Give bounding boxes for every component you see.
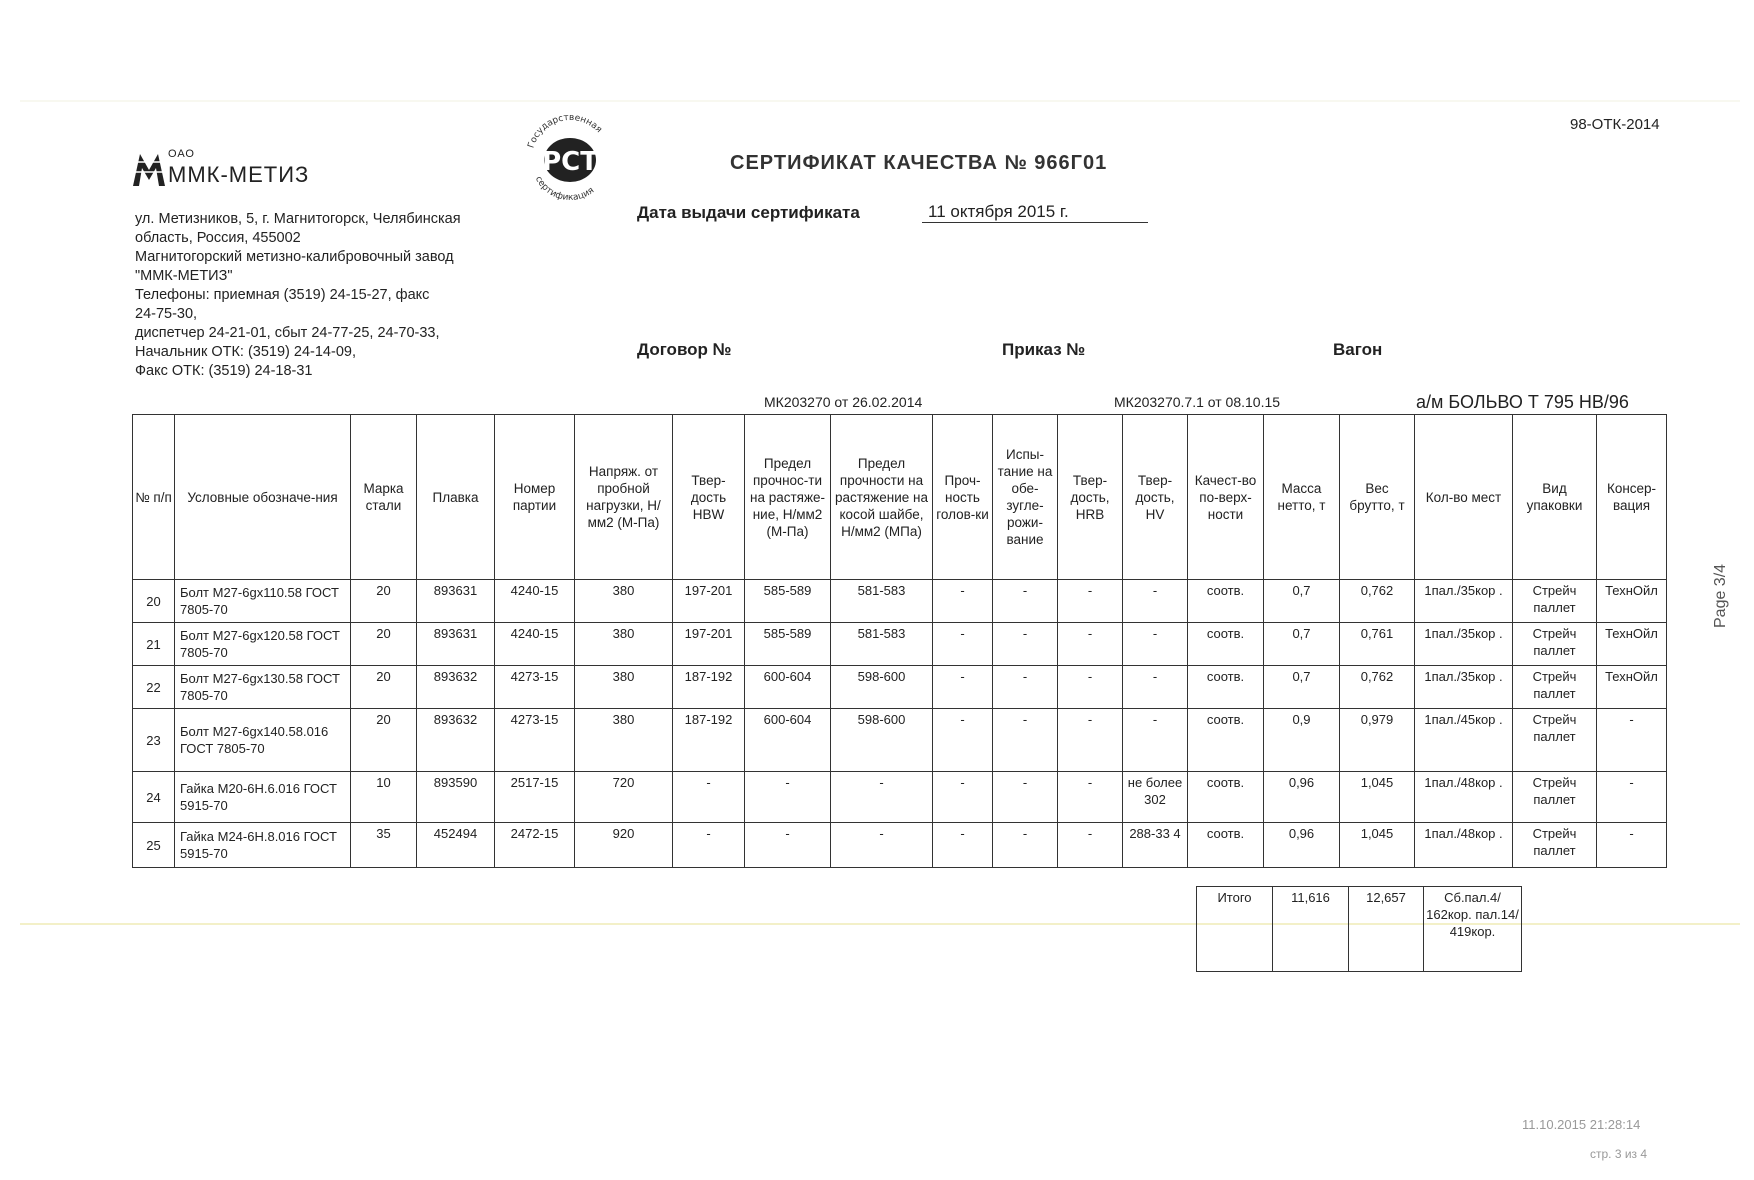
table-cell: соотв.: [1188, 709, 1264, 772]
table-row: [133, 666, 1667, 709]
table-cell: -: [745, 823, 831, 868]
table-cell: соотв.: [1188, 823, 1264, 868]
address-line: Телефоны: приемная (3519) 24-15-27, факс: [135, 287, 430, 303]
table-cell: Болт М27-6gх140.58.016 ГОСТ 7805-70: [175, 709, 351, 772]
table-cell: Стрейч паллет: [1513, 823, 1597, 868]
address-line: Начальник ОТК: (3519) 24-14-09,: [135, 344, 356, 360]
table-cell: соотв.: [1188, 580, 1264, 623]
table-cell: Стрейч паллет: [1513, 709, 1597, 772]
column-header: Номер партии: [495, 415, 575, 580]
table-cell: 0,7: [1264, 580, 1340, 623]
table-row: [133, 709, 1667, 772]
table-cell: Болт М27-6gх110.58 ГОСТ 7805-70: [175, 580, 351, 623]
table-cell: 2517-15: [495, 772, 575, 823]
table-cell: 20: [351, 666, 417, 709]
table-cell: 23: [133, 709, 175, 772]
table-cell: 20: [351, 709, 417, 772]
quality-table: [132, 414, 1667, 868]
table-cell: -: [1123, 666, 1188, 709]
print-timestamp: 11.10.2015 21:28:14: [1522, 1117, 1641, 1132]
column-header: Консер-вация: [1597, 415, 1667, 580]
table-cell: 598-600: [831, 666, 933, 709]
table-cell: -: [1058, 666, 1123, 709]
table-cell: Стрейч паллет: [1513, 580, 1597, 623]
table-cell: ТехнОйл: [1597, 580, 1667, 623]
table-cell: 920: [575, 823, 673, 868]
table-cell: 4240-15: [495, 580, 575, 623]
table-cell: -: [1058, 709, 1123, 772]
table-cell: 1пал./35кор .: [1415, 666, 1513, 709]
table-cell: 600-604: [745, 666, 831, 709]
table-cell: -: [993, 666, 1058, 709]
table-cell: 20: [351, 623, 417, 666]
table-cell: -: [993, 772, 1058, 823]
address-line: 24-75-30,: [135, 306, 198, 322]
address-line: Факс ОТК: (3519) 24-18-31: [135, 363, 313, 379]
table-cell: -: [831, 823, 933, 868]
issue-date-value: 11 октября 2015 г.: [922, 202, 1148, 223]
column-header: Кол-во мест: [1415, 415, 1513, 580]
table-cell: 0,7: [1264, 666, 1340, 709]
table-cell: -: [831, 772, 933, 823]
column-header: Плавка: [417, 415, 495, 580]
table-cell: 197-201: [673, 580, 745, 623]
table-cell: 893632: [417, 666, 495, 709]
table-cell: 893631: [417, 580, 495, 623]
column-header: Вес брутто, т: [1340, 415, 1415, 580]
column-header: Качест-во по-верх-ности: [1188, 415, 1264, 580]
table-cell: Гайка М24-6Н.8.016 ГОСТ 5915-70: [175, 823, 351, 868]
table-cell: Болт М27-6gх130.58 ГОСТ 7805-70: [175, 666, 351, 709]
table-cell: 20: [351, 580, 417, 623]
company-name: ММК-МЕТИЗ: [168, 162, 310, 187]
table-cell: -: [673, 823, 745, 868]
table-cell: -: [933, 823, 993, 868]
totals-label: Итого: [1197, 887, 1273, 972]
table-row: [133, 623, 1667, 666]
table-cell: 2472-15: [495, 823, 575, 868]
table-cell: 0,762: [1340, 666, 1415, 709]
totals-net: 11,616: [1273, 887, 1349, 972]
page-footer: стр. 3 из 4: [1590, 1147, 1648, 1161]
side-page-label: Page 3/4: [1712, 563, 1729, 628]
column-header: Условные обозначе-ния: [175, 415, 351, 580]
column-header: Твер-дость, HV: [1123, 415, 1188, 580]
column-header: Напряж. от пробной нагрузки, Н/мм2 (М-Па): [575, 415, 673, 580]
column-header: Масса нетто, т: [1264, 415, 1340, 580]
table-row: [133, 772, 1667, 823]
table-cell: ТехнОйл: [1597, 623, 1667, 666]
table-cell: 581-583: [831, 580, 933, 623]
table-cell: соотв.: [1188, 666, 1264, 709]
table-cell: -: [933, 580, 993, 623]
column-header: Вид упаковки: [1513, 415, 1597, 580]
certificate-title: СЕРТИФИКАТ КАЧЕСТВА № 966Г01: [730, 152, 1108, 174]
column-header: Предел прочности на растяжение на косой шайбе, Н/мм2 (МПа): [831, 415, 933, 580]
table-cell: 35: [351, 823, 417, 868]
table-cell: -: [933, 666, 993, 709]
table-cell: 10: [351, 772, 417, 823]
table-cell: Стрейч паллет: [1513, 623, 1597, 666]
table-cell: -: [1123, 623, 1188, 666]
contract-value: МК203270 от 26.02.2014: [764, 394, 923, 410]
table-cell: -: [1123, 580, 1188, 623]
company-address: [135, 210, 515, 381]
table-cell: 0,9: [1264, 709, 1340, 772]
table-row: [133, 823, 1667, 868]
table-cell: 197-201: [673, 623, 745, 666]
column-header: Предел прочнос-ти на растяже-ние, Н/мм2 (М-Па): [745, 415, 831, 580]
table-header-row: [133, 415, 1667, 580]
table-cell: 187-192: [673, 709, 745, 772]
table-cell: 24: [133, 772, 175, 823]
table-cell: 0,979: [1340, 709, 1415, 772]
table-cell: -: [993, 823, 1058, 868]
totals-gross: 12,657: [1349, 887, 1424, 972]
table-cell: 187-192: [673, 666, 745, 709]
column-header: Проч-ность голов-ки: [933, 415, 993, 580]
address-line: Магнитогорский метизно-калибровочный завод: [135, 249, 454, 265]
wagon-label: Вагон: [1333, 340, 1383, 359]
table-cell: 585-589: [745, 623, 831, 666]
table-cell: ТехнОйл: [1597, 666, 1667, 709]
table-cell: соотв.: [1188, 623, 1264, 666]
table-cell: 22: [133, 666, 175, 709]
table-cell: 380: [575, 580, 673, 623]
table-cell: 0,7: [1264, 623, 1340, 666]
company-prefix: ОАО: [168, 148, 195, 160]
table-cell: 25: [133, 823, 175, 868]
table-cell: -: [1597, 772, 1667, 823]
table-cell: 893632: [417, 709, 495, 772]
table-cell: Стрейч паллет: [1513, 772, 1597, 823]
table-cell: Гайка М20-6Н.6.016 ГОСТ 5915-70: [175, 772, 351, 823]
table-cell: 581-583: [831, 623, 933, 666]
table-cell: -: [673, 772, 745, 823]
table-cell: -: [933, 623, 993, 666]
table-cell: 4273-15: [495, 709, 575, 772]
table-cell: 0,96: [1264, 772, 1340, 823]
column-header: Твер-дость, HRB: [1058, 415, 1123, 580]
column-header: № п/п: [133, 415, 175, 580]
document-id: 98-ОТК-2014: [1570, 116, 1660, 133]
table-cell: 21: [133, 623, 175, 666]
totals-row: [1197, 887, 1522, 972]
table-cell: -: [1058, 772, 1123, 823]
table-cell: 1пал./45кор .: [1415, 709, 1513, 772]
table-cell: 452494: [417, 823, 495, 868]
table-cell: 1пал./35кор .: [1415, 623, 1513, 666]
table-cell: 893631: [417, 623, 495, 666]
contract-label: Договор №: [637, 340, 732, 359]
table-cell: 288-33 4: [1123, 823, 1188, 868]
table-cell: -: [933, 772, 993, 823]
column-header: Испы-тание на обе-зугле-рожи-вание: [993, 415, 1058, 580]
table-cell: 0,96: [1264, 823, 1340, 868]
table-cell: 380: [575, 623, 673, 666]
table-cell: Болт М27-6gх120.58 ГОСТ 7805-70: [175, 623, 351, 666]
order-label: Приказ №: [1002, 340, 1086, 359]
table-cell: -: [1058, 580, 1123, 623]
table-cell: 1пал./35кор .: [1415, 580, 1513, 623]
seal-letters: РСТ: [542, 147, 598, 177]
table-cell: 0,761: [1340, 623, 1415, 666]
table-cell: 893590: [417, 772, 495, 823]
table-cell: 598-600: [831, 709, 933, 772]
table-row: [133, 580, 1667, 623]
seal-ring-top: Государственная: [526, 112, 604, 150]
table-cell: не более 302: [1123, 772, 1188, 823]
table-cell: -: [745, 772, 831, 823]
address-line: диспетчер 24-21-01, сбыт 24-77-25, 24-70-33,: [135, 325, 440, 341]
column-header: Марка стали: [351, 415, 417, 580]
table-cell: -: [1058, 823, 1123, 868]
address-line: ул. Метизников, 5, г. Магнитогорск, Челябинская: [135, 211, 461, 227]
table-cell: -: [933, 709, 993, 772]
table-cell: -: [1123, 709, 1188, 772]
issue-date-label: Дата выдачи сертификата: [637, 203, 860, 222]
table-cell: 1,045: [1340, 823, 1415, 868]
table-cell: 1пал./48кор .: [1415, 772, 1513, 823]
table-cell: -: [1597, 823, 1667, 868]
totals-places: Сб.пал.4/ 162кор. пал.14/ 419кор.: [1424, 887, 1522, 972]
address-line: область, Россия, 455002: [135, 230, 301, 246]
table-cell: 380: [575, 666, 673, 709]
table-cell: 720: [575, 772, 673, 823]
company-logo: [132, 148, 310, 188]
table-cell: 0,762: [1340, 580, 1415, 623]
address-line: "ММК-МЕТИЗ": [135, 268, 233, 284]
table-cell: Стрейч паллет: [1513, 666, 1597, 709]
table-cell: 585-589: [745, 580, 831, 623]
wagon-value: а/м БОЛЬВО Т 795 НВ/96: [1416, 392, 1629, 412]
table-cell: 4273-15: [495, 666, 575, 709]
table-cell: 1пал./48кор .: [1415, 823, 1513, 868]
table-cell: соотв.: [1188, 772, 1264, 823]
totals-table: [1196, 886, 1522, 972]
table-cell: 380: [575, 709, 673, 772]
table-cell: -: [1058, 623, 1123, 666]
seal-ring-bottom: сертификация: [532, 174, 597, 200]
table-cell: -: [993, 623, 1058, 666]
table-cell: -: [993, 580, 1058, 623]
table-cell: 20: [133, 580, 175, 623]
column-header: Твер-дость HBW: [673, 415, 745, 580]
table-cell: 600-604: [745, 709, 831, 772]
mmk-logo-icon: [132, 152, 166, 188]
certification-seal-icon: [518, 112, 622, 205]
table-cell: -: [1597, 709, 1667, 772]
table-cell: -: [993, 709, 1058, 772]
table-cell: 1,045: [1340, 772, 1415, 823]
order-value: МК203270.7.1 от 08.10.15: [1114, 394, 1281, 410]
table-cell: 4240-15: [495, 623, 575, 666]
